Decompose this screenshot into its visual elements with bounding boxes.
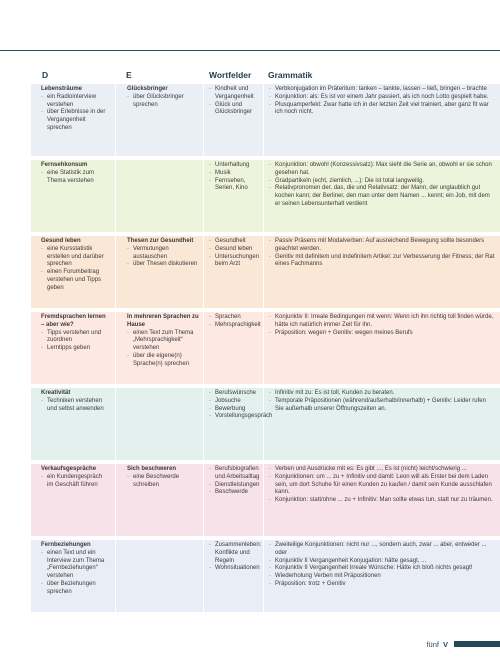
list-item: · einen Text und ein Interview zum Thema „Fernbeziehungen“ verstehen xyxy=(41,550,109,581)
list-item: · über die eigene(n) Sprache(n) sprechen xyxy=(127,353,199,369)
list-item: · Wohnsituationen xyxy=(209,565,260,573)
cell-grammatik xyxy=(267,236,500,308)
header-e: E xyxy=(126,70,132,80)
cell-grammatik xyxy=(267,84,500,156)
cell-grammatik xyxy=(267,388,500,460)
cell-grammatik-list xyxy=(269,314,496,337)
list-item: · Vermutungen austauschen xyxy=(127,246,199,262)
cell-e xyxy=(119,312,203,384)
cell-d-list xyxy=(41,330,109,353)
column-divider xyxy=(263,464,264,536)
cell-d xyxy=(31,160,113,232)
column-divider xyxy=(115,540,116,612)
cell-e xyxy=(119,160,203,232)
column-divider xyxy=(115,464,116,536)
table-row xyxy=(31,540,500,616)
list-item: · Bewerbung xyxy=(209,406,260,414)
list-item: · eine Statistik zum Thema verstehen xyxy=(41,170,109,186)
header-grammatik: Grammatik xyxy=(268,70,313,80)
cell-grammatik-list xyxy=(269,238,496,269)
list-item: · ein Radiointerview verstehen xyxy=(41,94,109,110)
list-item: · über Beziehungen sprechen xyxy=(41,581,109,597)
cell-e-list xyxy=(127,474,199,490)
list-item: · über Thesen diskutieren xyxy=(127,261,199,269)
cell-grammatik xyxy=(267,160,500,232)
table-row xyxy=(31,312,500,388)
list-item: · Gesundheit xyxy=(209,238,260,246)
list-item: · Konjunktion: als: Es ist vor einem Jahr passiert, als ich noch Lotto gespielt habe. xyxy=(269,94,496,102)
list-item: · Konjunktion: statt/ohne ... zu + Infinitiv: Man sollte etwas tun, statt nur zu träumen. xyxy=(269,497,496,505)
list-item: · Mehrsprachigkeit xyxy=(209,322,260,330)
table-row xyxy=(31,464,500,540)
cell-d-list xyxy=(41,398,109,414)
list-item: · ein Kundengespräch im Geschäft führen xyxy=(41,474,109,490)
column-divider xyxy=(263,236,264,308)
column-divider xyxy=(115,312,116,384)
list-item: · Techniken verstehen und selbst anwenden xyxy=(41,398,109,414)
list-item: · einen Text zum Thema „Mehrsprachigkeit“ verstehen xyxy=(127,330,199,353)
page-word: fünf xyxy=(426,640,439,649)
cell-grammatik xyxy=(267,540,500,612)
cell-e xyxy=(119,464,203,536)
cell-wortfelder-list xyxy=(209,314,260,330)
cell-d-title: Verkaufsgespräche xyxy=(41,466,97,472)
cell-grammatik-list xyxy=(269,86,496,117)
list-item: · Präposition: wegen + Genitiv: wegen meines Berufs xyxy=(269,330,496,338)
list-item: · Musik xyxy=(209,170,260,178)
column-divider xyxy=(115,160,116,232)
list-item: · Verben und Ausdrücke mit es: Es gibt ..., Es ist (nicht) leicht/schwierig ... xyxy=(269,466,496,474)
list-item: · Berufswünsche xyxy=(209,390,260,398)
cell-wortfelder xyxy=(207,84,263,156)
list-item: · Kindheit und Vergangenheit xyxy=(209,86,260,102)
column-divider xyxy=(203,236,204,308)
list-item: · eine Kursstatistik erstellen und darüber sprechen xyxy=(41,246,109,269)
column-divider xyxy=(203,84,204,156)
list-item: · Lerntipps geben xyxy=(41,345,109,353)
list-item: · Konjunktiv II Vergangenheit Konjugation: hätte gesagt, ... xyxy=(269,558,496,566)
list-item: · Glück und Glücksbringer xyxy=(209,102,260,118)
cell-e xyxy=(119,540,203,612)
list-item: · eine Beschwerde schreiben xyxy=(127,474,199,490)
column-divider xyxy=(203,464,204,536)
cell-grammatik xyxy=(267,312,500,384)
cell-e xyxy=(119,236,203,308)
cell-d-list xyxy=(41,94,109,133)
cell-e-list xyxy=(127,330,199,369)
column-divider xyxy=(203,160,204,232)
list-item: · Unterhaltung xyxy=(209,162,260,170)
list-item: · Relativpronomen der, das, die und Relativsatz: der Mann, der unglaublich gut kochen kann; der Berliner, den man unter dem Namen ... kennt; ein Job, mit dem er seinen Lebensunterhalt verdient xyxy=(269,185,496,208)
cell-d-list xyxy=(41,474,109,490)
cell-d xyxy=(31,84,113,156)
cell-d xyxy=(31,540,113,612)
list-item: · Vorstellungsgespräch xyxy=(209,413,260,421)
cell-e-title: Sich beschweren xyxy=(127,466,177,472)
cell-e-title: Thesen zur Gesundheit xyxy=(127,238,194,244)
cell-grammatik-list xyxy=(269,390,496,413)
cell-grammatik-list xyxy=(269,162,496,209)
cell-wortfelder-list xyxy=(209,162,260,193)
cell-d-list xyxy=(41,170,109,186)
cell-wortfelder xyxy=(207,388,273,460)
cell-e-list xyxy=(127,94,199,110)
column-divider xyxy=(203,540,204,612)
list-item: · über Erlebnisse in der Vergangenheit sprechen xyxy=(41,109,109,132)
cell-d xyxy=(31,312,113,384)
top-rule xyxy=(0,50,500,51)
list-item: · Plusquamperfekt: Zwar hatte ich in der letzten Zeit viel trainiert, aber ganz fit war ich noch nicht. xyxy=(269,102,496,118)
cell-wortfelder xyxy=(207,160,263,232)
list-item: · Dienstleistungen xyxy=(209,482,260,490)
list-item: · Konjunktiv II: Irreale Bedingungen mit wenn: Wenn ich ihn richtig toll finden würde, hätte ich natürlich immer Zeit für ihn. xyxy=(269,314,496,330)
column-divider xyxy=(263,540,264,612)
table-row xyxy=(31,236,500,312)
list-item: · Passiv Präsens mit Modalverben: Auf ausreichend Bewegung sollte besonders geachtet werden. xyxy=(269,238,496,254)
cell-grammatik xyxy=(267,464,500,536)
list-item: · Infinitiv mit zu: Es ist toll, Kunden zu beraten. xyxy=(269,390,496,398)
cell-d-title: Fernsehkonsum xyxy=(41,162,88,168)
table-row xyxy=(31,388,500,464)
header-d: D xyxy=(42,70,49,80)
list-item: · Fernsehen, Serien, Kino xyxy=(209,178,260,194)
column-divider xyxy=(115,84,116,156)
cell-d-title: Lebensträume xyxy=(41,86,83,92)
list-item: · Sprachen xyxy=(209,314,260,322)
column-divider xyxy=(115,236,116,308)
list-item: · Konjunktionen: um ... zu + Infinitiv und damit: Leon will als Erster bei dem Laden sein, um dort Schuhe für einen Kunden zu kaufen / damit sein Kunde ausschlafen kann. xyxy=(269,474,496,497)
cell-wortfelder-list xyxy=(209,238,260,269)
list-item: · Wiederholung Verben mit Präpositionen xyxy=(269,573,496,581)
page-number xyxy=(426,640,448,649)
column-divider xyxy=(203,312,204,384)
list-item: · Zweiteilige Konjunktionen: nicht nur ..., sondern auch, zwar ... aber, entweder ... oder xyxy=(269,542,496,558)
list-item: · Zusammenleben: Konflikte und Regeln xyxy=(209,542,260,565)
cell-wortfelder xyxy=(207,236,263,308)
cell-grammatik-list xyxy=(269,542,496,589)
list-item: · Tipps verstehen und zuordnen xyxy=(41,330,109,346)
cell-e xyxy=(119,388,203,460)
cell-wortfelder xyxy=(207,464,263,536)
cell-wortfelder-list xyxy=(209,466,260,497)
cell-d xyxy=(31,236,113,308)
column-divider xyxy=(115,388,116,460)
table-row xyxy=(31,160,500,236)
column-divider xyxy=(263,160,264,232)
cell-d xyxy=(31,388,113,460)
list-item: · Untersuchungen beim Arzt xyxy=(209,254,260,270)
footer-bar xyxy=(454,641,500,647)
list-item: · Berufsbiografien und Arbeitsalltag xyxy=(209,466,260,482)
list-item: · Genitiv mit definitem und indefinitem Artikel: zur Verbesserung der Fitness; der Rat eines Fachmanns xyxy=(269,254,496,270)
list-item: · über Glücksbringer sprechen xyxy=(127,94,199,110)
cell-e-title: Glücksbringer xyxy=(127,86,168,92)
cell-d-title: Fremdsprachen lernen – aber wie? xyxy=(41,314,106,328)
column-divider xyxy=(263,84,264,156)
cell-d-title: Gesund leben xyxy=(41,238,81,244)
list-item: · Beschwerde xyxy=(209,489,260,497)
cell-e xyxy=(119,84,203,156)
list-item: · Jobsuche xyxy=(209,398,260,406)
cell-d-title: Fernbeziehungen xyxy=(41,542,91,548)
header-wortfelder: Wortfelder xyxy=(209,70,252,80)
cell-d xyxy=(31,464,113,536)
cell-e-title: In mehreren Sprachen zu Hause xyxy=(127,314,199,328)
cell-wortfelder-list xyxy=(209,390,273,421)
column-divider xyxy=(263,312,264,384)
table-row xyxy=(31,84,500,160)
page-roman: V xyxy=(442,640,448,649)
cell-d-list xyxy=(41,550,109,597)
list-item: · Konjunktion: obwohl (Konzessivsatz): Max sieht die Serie an, obwohl er sie schon gesehen hat. xyxy=(269,162,496,178)
cell-grammatik-list xyxy=(269,466,496,505)
list-item: · einen Forumbeitrag verstehen und Tipps geben xyxy=(41,269,109,292)
cell-e-list xyxy=(127,246,199,269)
cell-wortfelder xyxy=(207,540,263,612)
cell-d-title: Kreativität xyxy=(41,390,71,396)
list-item: · Gesund leben xyxy=(209,246,260,254)
cell-wortfelder xyxy=(207,312,263,384)
cell-d-list xyxy=(41,246,109,293)
list-item: · Temporale Präpositionen (während/außerhalb/innerhalb) + Genitiv: Leider rufen Sie außerhalb unserer Öffnungszeiten an. xyxy=(269,398,496,414)
table-body xyxy=(31,84,500,616)
list-item: · Konjunktiv II Vergangenheit Irreale Wünsche: Hätte ich bloß nichts gesagt! xyxy=(269,565,496,573)
cell-wortfelder-list xyxy=(209,542,260,573)
column-divider xyxy=(203,388,204,460)
list-item: · Gradpartikeln (echt, ziemlich, ...): Die ist total langweilig. xyxy=(269,178,496,186)
list-item: · Präposition: trotz + Genitiv xyxy=(269,581,496,589)
list-item: · Verbkonjugation im Präteritum: tanken – tankte, lassen – ließ, bringen – brachte xyxy=(269,86,496,94)
column-divider xyxy=(263,388,264,460)
cell-wortfelder-list xyxy=(209,86,260,117)
